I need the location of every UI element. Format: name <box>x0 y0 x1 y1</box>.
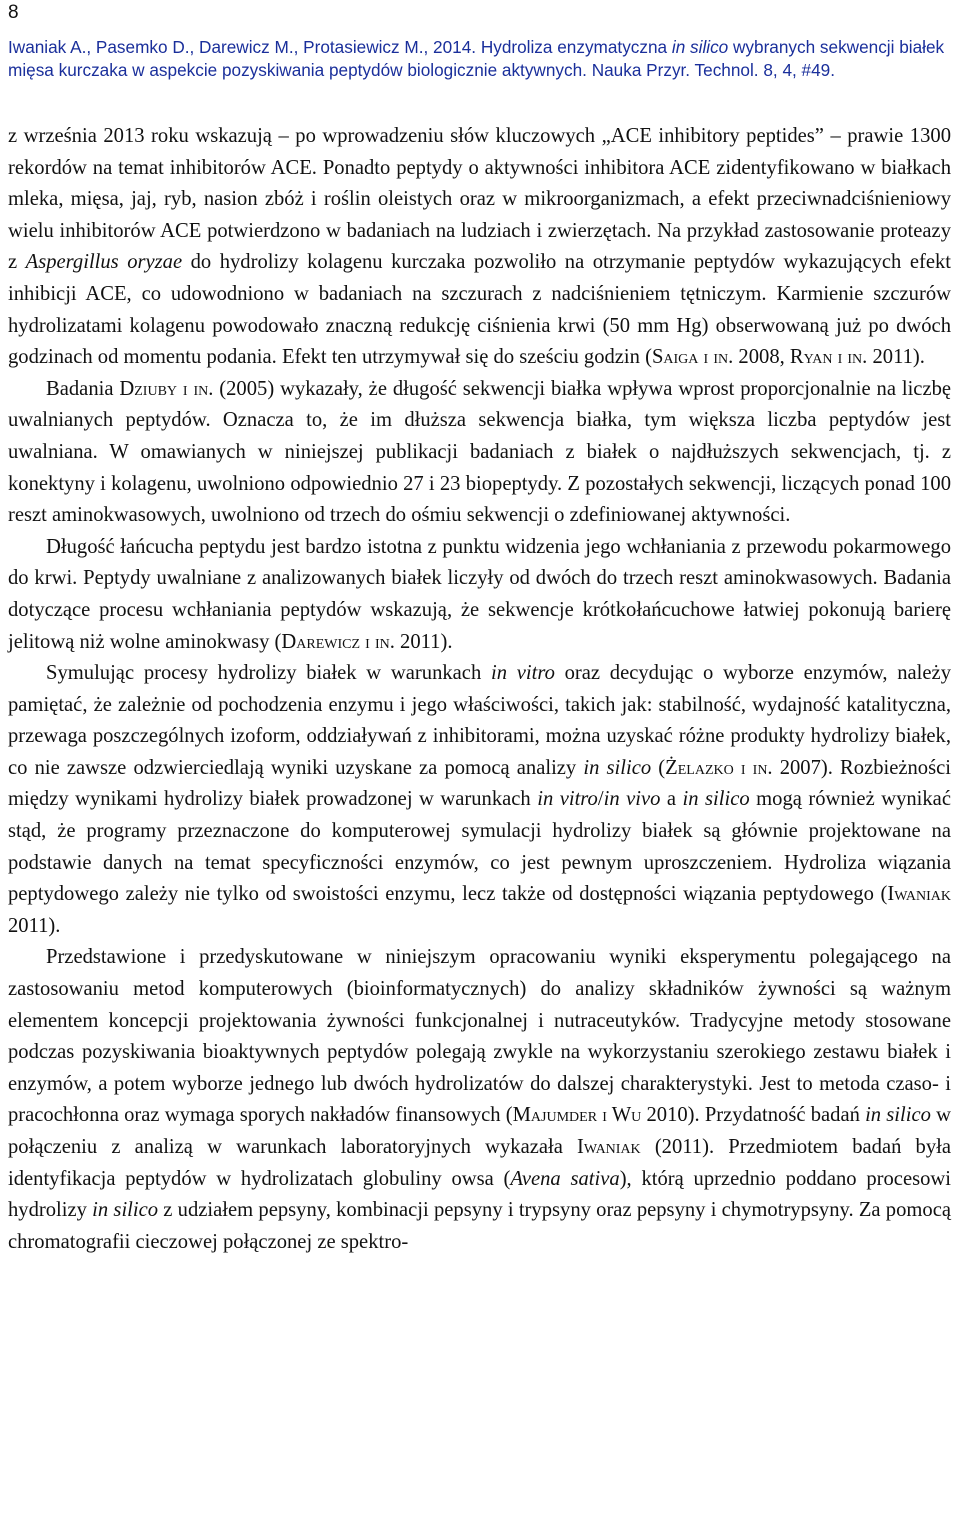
text-run: Przedstawione i przedyskutowane w niniejszym opracowaniu wyniki eksperymentu polegającego na zastosowaniu metod komputerowych (bioinformatycznych) do analizy składników żywności są ważnym elementem koncepcji projektowania żywności funkcjonalnej i nutraceutyków. Tradycyjne metody stosowane podczas pozyskiwania bioaktywnych peptydów polegają zwykle na wykorzystaniu szerokiego zestawu białek i enzymów, a potem wyborze jednego lub dwóch hydrolizatów do dalszej charakterystyki. Jest to metoda czaso- i pracochłonna oraz wymaga sporych nakładów finansowych ( <box>8 946 951 1127</box>
running-head-authors[interactable]: Iwaniak A., Pasemko D., Darewicz M., Protasiewicz M., 2014. <box>8 37 477 57</box>
text-run: 2010). Przydatność badań <box>641 1104 866 1127</box>
citation-author: Saiga i in. <box>651 346 734 369</box>
paragraph <box>8 942 951 1258</box>
text-run: 2008, <box>733 346 790 369</box>
citation-author: Żelazko i in. <box>665 756 773 779</box>
text-run: 2011). <box>8 914 61 937</box>
running-head <box>8 36 953 82</box>
text-run: do hydrolizy kolagenu kurczaka pozwoliło na otrzymanie peptydów wykazujących efekt inhibicji ACE, co udowodniono w badaniach na szczurach z nadciśnieniem tętniczym. Karmienie szczurów hydrolizatami kolagenu powodowało znaczną redukcję ciśnienia krwi (50 mm Hg) obserwowaną już po dwóch godzinach od momentu podania. Efekt ten utrzymywał się do sześciu godzin ( <box>8 251 951 369</box>
running-head-title-em[interactable]: in silico <box>671 37 729 57</box>
text-run: 2007). Rozbieżności między wynikami hydrolizy białek prowadzonej w warunkach <box>8 756 951 811</box>
italic-term: in silico <box>865 1104 931 1127</box>
running-head-title-b[interactable]: wybranych sekwencji białek mięsa kurczaka w aspekcie pozyskiwania peptydów biologicznie aktywnych. <box>8 37 945 80</box>
citation-author: Darewicz i in. <box>281 630 395 653</box>
citation-author: Majumder i Wu <box>512 1104 642 1127</box>
paragraph <box>8 532 951 658</box>
italic-term: in silico <box>92 1199 159 1222</box>
italic-term: in silico <box>682 788 750 811</box>
text-run: ), którą uprzednio poddano procesowi hydrolizy <box>8 1167 951 1222</box>
text-run: Symulując procesy hydrolizy białek w warunkach <box>46 662 491 685</box>
text-run: ( <box>651 756 666 779</box>
citation-author: Dziuby i in. <box>119 377 214 400</box>
text-run: (2005) wykazały, że długość sekwencji białka wpływa wprost proporcjonalnie na liczbę uwalnianych peptydów. Oznacza to, że im dłuższa sekwencja białka, tym większa liczba peptydów jest uwalniana. W omawianych w niniejszej publikacji badaniach z białek o najdłuższych sekwencjach, tj. z konektyny i kolagenu, uwolniono odpowiednio 27 i 23 biopeptydy. Z pozostałych sekwencji, liczących ponad 100 reszt aminokwasowych, uwolniono od trzech do ośmiu sekwencji o zdefiniowanej aktywności. <box>8 377 952 527</box>
paragraph <box>8 374 951 532</box>
text-run: mogą również wynikać stąd, że programy przeznaczone do komputerowej symulacji hydrolizy białek są głównie projektowane na podstawie danych na temat specyficzności enzymów, co jest pewnym uproszczeniem. Hydroliza wiązania peptydowego zależy nie tylko od swoistości enzymu, lecz także od dostępności wiązania peptydowego ( <box>8 788 951 906</box>
body-text <box>8 121 951 1258</box>
text-run: / <box>597 788 604 811</box>
italic-term: in vitro <box>537 788 598 811</box>
paragraph <box>8 121 951 374</box>
text-run: (2011). Przedmiotem badań była identyfikacja peptydów w hydrolizatach globuliny owsa ( <box>8 1136 951 1190</box>
italic-term: in vivo <box>603 788 661 811</box>
citation-author: Iwaniak <box>577 1136 641 1158</box>
text-run: a <box>660 788 683 811</box>
italic-term: Avena sativa <box>510 1167 620 1190</box>
citation-author: Ryan i in. <box>789 346 868 369</box>
text-run: z września 2013 roku wskazują – po wprowadzeniu słów kluczowych „ACE inhibitory peptides” – prawie 1300 rekordów na temat inhibitorów ACE. Ponadto peptydy o aktywności inhibitora ACE zidentyfikowano w białkach mleka, mięsa, jaj, ryb, nasion zbóż i roślin oleistych oraz w mikroorganizmach, a efekt przeciwnadciśnieniowy wielu inhibitorów ACE potwierdzono w badaniach na ludziach i zwierzętach. Na przykład zastosowanie proteazy z <box>8 125 951 274</box>
page-number: 8 <box>8 2 19 23</box>
text-run: Badania <box>46 377 120 400</box>
paragraph <box>8 658 951 942</box>
running-head-title-a[interactable]: Hydroliza enzymatyczna <box>480 37 672 57</box>
running-head-journal[interactable]: Nauka Przyr. Technol. 8, 4, #49. <box>591 60 836 80</box>
text-run: Długość łańcucha peptydu jest bardzo istotna z punktu widzenia jego wchłaniania z przewodu pokarmowego do krwi. Peptydy uwalniane z analizowanych białek liczyły od dwóch do trzech reszt aminokwasowych. Badania dotyczące procesu wchłaniania peptydów wskazują, że sekwencje krótkołańcuchowe łatwiej pokonują barierę jelitową niż wolne aminokwasy ( <box>8 535 951 653</box>
text-run: 2011). <box>867 346 925 369</box>
italic-term: Aspergillus oryzae <box>25 251 183 274</box>
italic-term: in vitro <box>490 662 555 685</box>
text-run: oraz decydując o wyborze enzymów, należy pamiętać, że zależnie od pochodzenia enzymu i jego właściwości, takich jak: stabilność, wydajność katalityczna, przewaga poszczególnych izoform, oddziaływań z inhibitorami, można uzyskać różne produkty hydrolizy białek, co nie zawsze odzwierciedlają wyniki uzyskane za pomocą analizy <box>8 662 951 779</box>
text-run: z udziałem pepsyny, kombinacji pepsyny i trypsyny oraz pepsyny i chymotrypsyny. Za pomocą chromatografii cieczowej połączonej ze spektro- <box>8 1199 952 1253</box>
text-run: w połączeniu z analizą w warunkach laboratoryjnych wykazała <box>8 1104 951 1158</box>
citation-author: Iwaniak <box>887 883 951 906</box>
italic-term: in silico <box>583 756 652 779</box>
text-run: 2011). <box>394 630 453 653</box>
